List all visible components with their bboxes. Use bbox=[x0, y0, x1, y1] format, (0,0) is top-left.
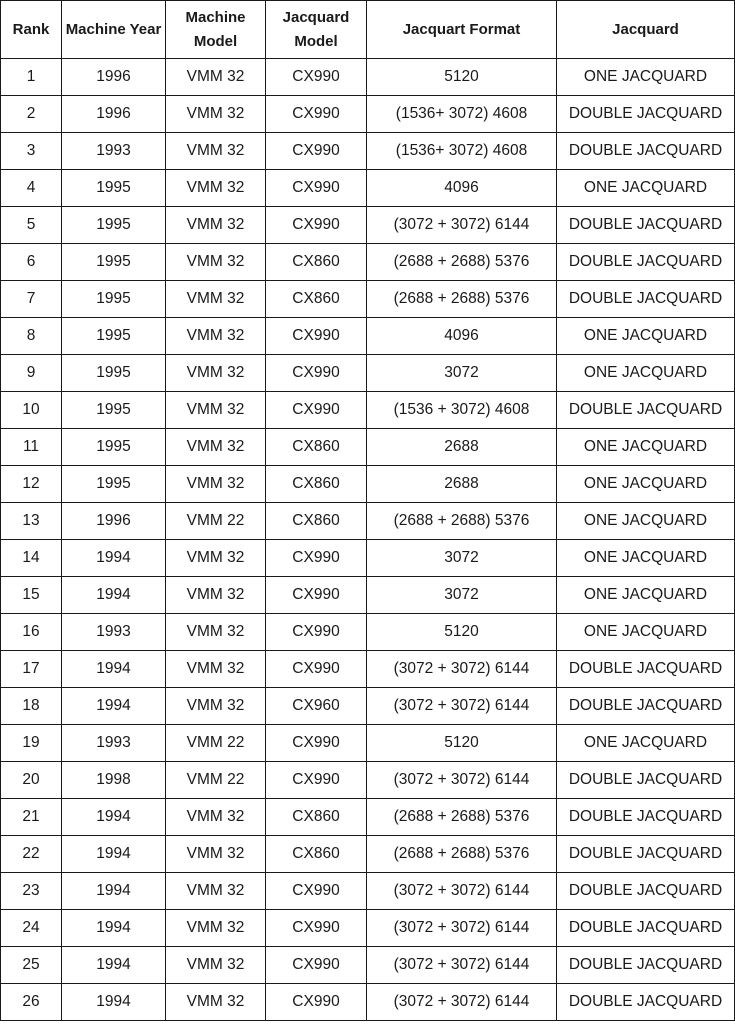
machine-year-cell: 1996 bbox=[62, 503, 166, 540]
machine-year-cell: 1995 bbox=[62, 170, 166, 207]
machine-year-cell: 1995 bbox=[62, 392, 166, 429]
header-row bbox=[1, 1, 735, 59]
machine-model-cell: VMM 32 bbox=[166, 207, 266, 244]
machine-year-cell: 1994 bbox=[62, 651, 166, 688]
machine-year-cell: 1994 bbox=[62, 577, 166, 614]
machine-model-cell: VMM 32 bbox=[166, 429, 266, 466]
machine-model-cell: VMM 32 bbox=[166, 577, 266, 614]
machine-model-cell: VMM 32 bbox=[166, 392, 266, 429]
machine-year-cell: 1995 bbox=[62, 466, 166, 503]
header-machine-year: Machine Year bbox=[62, 1, 166, 59]
jacquard-model-cell: CX860 bbox=[266, 466, 367, 503]
machine-model-cell: VMM 32 bbox=[166, 873, 266, 910]
jacquard-model-cell: CX860 bbox=[266, 836, 367, 873]
rank-cell: 13 bbox=[1, 503, 62, 540]
table-row bbox=[1, 207, 735, 244]
machine-year-cell: 1995 bbox=[62, 244, 166, 281]
jacquart-format-cell: (3072 + 3072) 6144 bbox=[367, 984, 557, 1021]
rank-cell: 12 bbox=[1, 466, 62, 503]
jacquart-format-cell: (3072 + 3072) 6144 bbox=[367, 688, 557, 725]
table-row bbox=[1, 947, 735, 984]
jacquard-cell: DOUBLE JACQUARD bbox=[557, 244, 735, 281]
jacquart-format-cell: (3072 + 3072) 6144 bbox=[367, 947, 557, 984]
machine-year-cell: 1996 bbox=[62, 59, 166, 96]
jacquard-cell: DOUBLE JACQUARD bbox=[557, 984, 735, 1021]
table-row bbox=[1, 318, 735, 355]
jacquart-format-cell: (1536+ 3072) 4608 bbox=[367, 96, 557, 133]
jacquard-cell: DOUBLE JACQUARD bbox=[557, 651, 735, 688]
header-rank: Rank bbox=[1, 1, 62, 59]
rank-cell: 6 bbox=[1, 244, 62, 281]
machine-model-cell: VMM 32 bbox=[166, 688, 266, 725]
table-row bbox=[1, 281, 735, 318]
rank-cell: 23 bbox=[1, 873, 62, 910]
rank-cell: 24 bbox=[1, 910, 62, 947]
rank-cell: 9 bbox=[1, 355, 62, 392]
rank-cell: 25 bbox=[1, 947, 62, 984]
jacquard-model-cell: CX990 bbox=[266, 133, 367, 170]
rank-cell: 21 bbox=[1, 799, 62, 836]
rank-cell: 15 bbox=[1, 577, 62, 614]
jacquard-cell: ONE JACQUARD bbox=[557, 170, 735, 207]
jacquard-model-cell: CX990 bbox=[266, 540, 367, 577]
jacquart-format-cell: (2688 + 2688) 5376 bbox=[367, 281, 557, 318]
rank-cell: 5 bbox=[1, 207, 62, 244]
jacquart-format-cell: (1536+ 3072) 4608 bbox=[367, 133, 557, 170]
jacquard-cell: ONE JACQUARD bbox=[557, 355, 735, 392]
machine-model-cell: VMM 22 bbox=[166, 762, 266, 799]
jacquard-cell: DOUBLE JACQUARD bbox=[557, 688, 735, 725]
machine-year-cell: 1994 bbox=[62, 947, 166, 984]
jacquard-cell: ONE JACQUARD bbox=[557, 466, 735, 503]
table-row bbox=[1, 355, 735, 392]
table-row bbox=[1, 59, 735, 96]
machine-year-cell: 1995 bbox=[62, 318, 166, 355]
jacquart-format-cell: (2688 + 2688) 5376 bbox=[367, 503, 557, 540]
rank-cell: 4 bbox=[1, 170, 62, 207]
jacquart-format-cell: (2688 + 2688) 5376 bbox=[367, 799, 557, 836]
jacquard-cell: DOUBLE JACQUARD bbox=[557, 947, 735, 984]
jacquart-format-cell: (1536 + 3072) 4608 bbox=[367, 392, 557, 429]
jacquard-cell: ONE JACQUARD bbox=[557, 503, 735, 540]
jacquart-format-cell: (3072 + 3072) 6144 bbox=[367, 762, 557, 799]
rank-cell: 2 bbox=[1, 96, 62, 133]
jacquard-cell: DOUBLE JACQUARD bbox=[557, 873, 735, 910]
jacquard-model-cell: CX990 bbox=[266, 614, 367, 651]
machine-model-cell: VMM 32 bbox=[166, 910, 266, 947]
jacquard-model-cell: CX990 bbox=[266, 762, 367, 799]
jacquard-model-cell: CX990 bbox=[266, 207, 367, 244]
jacquard-cell: DOUBLE JACQUARD bbox=[557, 910, 735, 947]
machine-model-cell: VMM 32 bbox=[166, 466, 266, 503]
rank-cell: 17 bbox=[1, 651, 62, 688]
table-row bbox=[1, 540, 735, 577]
table-row bbox=[1, 762, 735, 799]
table-row bbox=[1, 873, 735, 910]
jacquart-format-cell: (3072 + 3072) 6144 bbox=[367, 651, 557, 688]
jacquard-model-cell: CX860 bbox=[266, 799, 367, 836]
machine-year-cell: 1994 bbox=[62, 540, 166, 577]
rank-cell: 10 bbox=[1, 392, 62, 429]
jacquart-format-cell: (3072 + 3072) 6144 bbox=[367, 207, 557, 244]
rank-cell: 26 bbox=[1, 984, 62, 1021]
jacquart-format-cell: (2688 + 2688) 5376 bbox=[367, 244, 557, 281]
machine-model-cell: VMM 32 bbox=[166, 244, 266, 281]
machine-year-cell: 1998 bbox=[62, 762, 166, 799]
machine-year-cell: 1993 bbox=[62, 133, 166, 170]
rank-cell: 20 bbox=[1, 762, 62, 799]
header-jacquard-model: Jacquard Model bbox=[266, 1, 367, 59]
table-row bbox=[1, 503, 735, 540]
table-row bbox=[1, 577, 735, 614]
jacquard-model-cell: CX990 bbox=[266, 577, 367, 614]
jacquard-cell: ONE JACQUARD bbox=[557, 318, 735, 355]
jacquart-format-cell: 3072 bbox=[367, 540, 557, 577]
table-row bbox=[1, 170, 735, 207]
header-jacquart-format: Jacquart Format bbox=[367, 1, 557, 59]
header-jacquard: Jacquard bbox=[557, 1, 735, 59]
machine-year-cell: 1994 bbox=[62, 799, 166, 836]
rank-cell: 16 bbox=[1, 614, 62, 651]
machine-model-cell: VMM 32 bbox=[166, 614, 266, 651]
table-row bbox=[1, 244, 735, 281]
table-row bbox=[1, 614, 735, 651]
jacquard-model-cell: CX990 bbox=[266, 947, 367, 984]
jacquard-cell: DOUBLE JACQUARD bbox=[557, 392, 735, 429]
machine-model-cell: VMM 32 bbox=[166, 318, 266, 355]
machine-model-cell: VMM 32 bbox=[166, 540, 266, 577]
table-row bbox=[1, 429, 735, 466]
jacquard-cell: DOUBLE JACQUARD bbox=[557, 799, 735, 836]
jacquard-cell: ONE JACQUARD bbox=[557, 725, 735, 762]
table-row bbox=[1, 651, 735, 688]
jacquard-model-cell: CX990 bbox=[266, 318, 367, 355]
jacquard-model-cell: CX860 bbox=[266, 244, 367, 281]
rank-cell: 8 bbox=[1, 318, 62, 355]
machine-model-cell: VMM 22 bbox=[166, 725, 266, 762]
jacquart-format-cell: 5120 bbox=[367, 59, 557, 96]
jacquart-format-cell: 3072 bbox=[367, 355, 557, 392]
jacquard-model-cell: CX990 bbox=[266, 59, 367, 96]
jacquard-cell: ONE JACQUARD bbox=[557, 577, 735, 614]
machine-model-cell: VMM 22 bbox=[166, 503, 266, 540]
jacquard-model-cell: CX990 bbox=[266, 96, 367, 133]
jacquard-cell: DOUBLE JACQUARD bbox=[557, 836, 735, 873]
rank-cell: 18 bbox=[1, 688, 62, 725]
table-row bbox=[1, 799, 735, 836]
machine-year-cell: 1994 bbox=[62, 910, 166, 947]
machine-model-cell: VMM 32 bbox=[166, 133, 266, 170]
rank-cell: 19 bbox=[1, 725, 62, 762]
machine-year-cell: 1993 bbox=[62, 614, 166, 651]
table-row bbox=[1, 688, 735, 725]
machine-year-cell: 1994 bbox=[62, 873, 166, 910]
rank-cell: 3 bbox=[1, 133, 62, 170]
jacquart-format-cell: 4096 bbox=[367, 170, 557, 207]
header-machine-model: Machine Model bbox=[166, 1, 266, 59]
machine-model-cell: VMM 32 bbox=[166, 947, 266, 984]
rank-cell: 11 bbox=[1, 429, 62, 466]
rank-cell: 14 bbox=[1, 540, 62, 577]
machine-year-cell: 1994 bbox=[62, 688, 166, 725]
jacquard-cell: DOUBLE JACQUARD bbox=[557, 133, 735, 170]
table-row bbox=[1, 725, 735, 762]
machine-year-cell: 1995 bbox=[62, 355, 166, 392]
jacquart-format-cell: 5120 bbox=[367, 614, 557, 651]
jacquard-cell: DOUBLE JACQUARD bbox=[557, 96, 735, 133]
machine-model-cell: VMM 32 bbox=[166, 355, 266, 392]
jacquard-cell: ONE JACQUARD bbox=[557, 59, 735, 96]
jacquard-model-cell: CX990 bbox=[266, 873, 367, 910]
machine-model-cell: VMM 32 bbox=[166, 651, 266, 688]
jacquard-cell: ONE JACQUARD bbox=[557, 429, 735, 466]
jacquard-model-cell: CX990 bbox=[266, 355, 367, 392]
jacquard-model-cell: CX990 bbox=[266, 984, 367, 1021]
machine-year-cell: 1993 bbox=[62, 725, 166, 762]
jacquard-model-cell: CX990 bbox=[266, 725, 367, 762]
jacquard-model-cell: CX990 bbox=[266, 170, 367, 207]
machine-year-cell: 1995 bbox=[62, 281, 166, 318]
machine-model-cell: VMM 32 bbox=[166, 281, 266, 318]
table-body bbox=[1, 59, 735, 1021]
rank-cell: 22 bbox=[1, 836, 62, 873]
jacquart-format-cell: (3072 + 3072) 6144 bbox=[367, 873, 557, 910]
machine-year-cell: 1994 bbox=[62, 836, 166, 873]
jacquart-format-cell: 2688 bbox=[367, 429, 557, 466]
jacquart-format-cell: 4096 bbox=[367, 318, 557, 355]
machine-model-cell: VMM 32 bbox=[166, 96, 266, 133]
machine-model-cell: VMM 32 bbox=[166, 984, 266, 1021]
machine-model-cell: VMM 32 bbox=[166, 59, 266, 96]
jacquart-format-cell: 3072 bbox=[367, 577, 557, 614]
machine-model-cell: VMM 32 bbox=[166, 799, 266, 836]
jacquard-model-cell: CX860 bbox=[266, 429, 367, 466]
jacquart-format-cell: (2688 + 2688) 5376 bbox=[367, 836, 557, 873]
table-row bbox=[1, 133, 735, 170]
table-row bbox=[1, 466, 735, 503]
machine-year-cell: 1995 bbox=[62, 429, 166, 466]
jacquard-cell: ONE JACQUARD bbox=[557, 614, 735, 651]
machine-model-cell: VMM 32 bbox=[166, 836, 266, 873]
jacquard-model-cell: CX990 bbox=[266, 392, 367, 429]
machine-year-cell: 1996 bbox=[62, 96, 166, 133]
table-row bbox=[1, 392, 735, 429]
jacquard-cell: DOUBLE JACQUARD bbox=[557, 762, 735, 799]
machine-model-cell: VMM 32 bbox=[166, 170, 266, 207]
jacquard-model-cell: CX960 bbox=[266, 688, 367, 725]
table-row bbox=[1, 836, 735, 873]
jacquard-model-cell: CX860 bbox=[266, 281, 367, 318]
jacquard-cell: DOUBLE JACQUARD bbox=[557, 281, 735, 318]
jacquard-cell: DOUBLE JACQUARD bbox=[557, 207, 735, 244]
jacquart-format-cell: 5120 bbox=[367, 725, 557, 762]
table-row bbox=[1, 910, 735, 947]
jacquard-cell: ONE JACQUARD bbox=[557, 540, 735, 577]
jacquart-format-cell: (3072 + 3072) 6144 bbox=[367, 910, 557, 947]
jacquard-model-cell: CX860 bbox=[266, 503, 367, 540]
rank-cell: 1 bbox=[1, 59, 62, 96]
jacquard-model-cell: CX990 bbox=[266, 651, 367, 688]
table-row bbox=[1, 984, 735, 1021]
jacquard-model-cell: CX990 bbox=[266, 910, 367, 947]
machine-year-cell: 1994 bbox=[62, 984, 166, 1021]
machine-year-cell: 1995 bbox=[62, 207, 166, 244]
jacquart-format-cell: 2688 bbox=[367, 466, 557, 503]
rank-cell: 7 bbox=[1, 281, 62, 318]
table-row bbox=[1, 96, 735, 133]
